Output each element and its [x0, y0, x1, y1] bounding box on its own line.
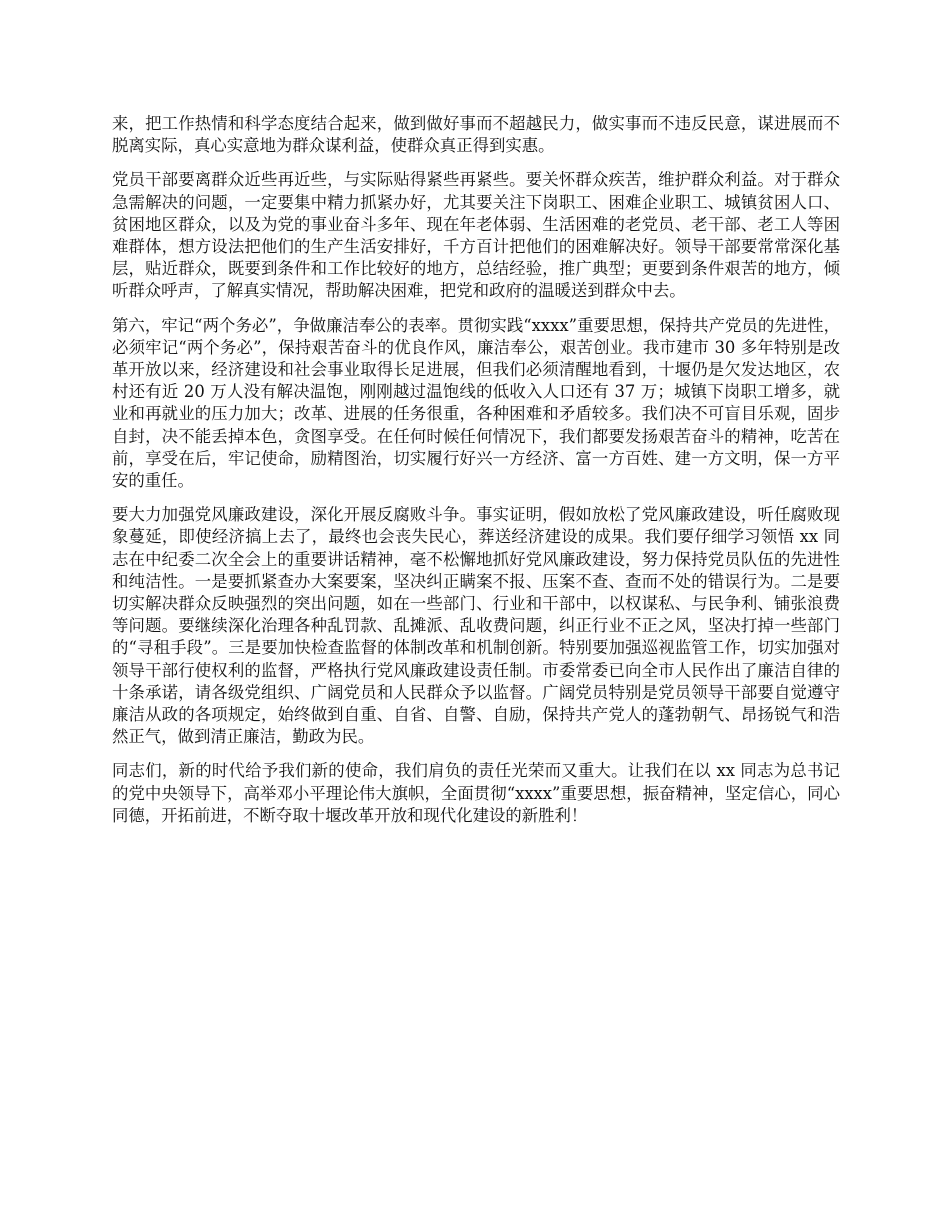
- paragraph-conclusion: 同志们，新的时代给予我们新的使命，我们肩负的责任光荣而又重大。让我们在以 xx 同志为总书记的党中央领导下，高举邓小平理论伟大旗帜，全面贯彻“xxxx”重要思想，振奋精神，坚定信心，同心同德，开拓前进，不断夺取十堰改革开放和现代化建设的新胜利！: [112, 761, 840, 825]
- paragraph-close-to-masses: 党员干部要离群众近些再近些，与实际贴得紧些再紧些。要关怀群众疾苦，维护群众利益。对于群众急需解决的问题，一定要集中精力抓紧办好，尤其要关注下岗职工、困难企业职工、城镇贫困人口、贫困地区群众，以及为党的事业奋斗多年、现在年老体弱、生活困难的老党员、老干部、老工人等困难群体，想方设法把他们的生产生活安排好，千方百计把他们的困难解决好。领导干部要常常深化基层，贴近群众，既要到条件和工作比较好的地方，总结经验，推广典型；更要到条件艰苦的地方，倾听群众呼声，了解真实情况，帮助解决困难，把党和政府的温暖送到群众中去。: [112, 170, 840, 301]
- paragraph-continuation: 来，把工作热情和科学态度结合起来，做到做好事而不超越民力，做实事而不违反民意，谋进展而不脱离实际，真心实意地为群众谋利益，使群众真正得到实惠。: [112, 114, 840, 156]
- document-body: [112, 113, 840, 839]
- paragraph-anti-corruption: 要大力加强党风廉政建设，深化开展反腐败斗争。事实证明，假如放松了党风廉政建设，听任腐败现象蔓延，即使经济搞上去了，最终也会丧失民心，葬送经济建设的成果。我们要仔细学习领悟 xx 同志在中纪委二次全会上的重要讲话精神，毫不松懈地抓好党风廉政建设，努力保持党员队伍的先进性和纯洁性。一是要抓紧查办大案要案，坚决纠正瞒案不报、压案不查、查而不处的错误行为。二是要切实解决群众反映强烈的突出问题，如在一些部门、行业和干部中，以权谋私、与民争利、铺张浪费等问题。要继续深化治理各种乱罚款、乱摊派、乱收费问题，纠正行业不正之风，坚决打掉一些部门的“寻租手段”。三是要加快检查监督的体制改革和机制创新。特别要加强巡视监管工作，切实加强对领导干部行使权利的监督，严格执行党风廉政建设责任制。市委常委已向全市人民作出了廉洁自律的十条承诺，请各级党组织、广阔党员和人民群众予以监督。广阔党员特别是党员领导干部要自觉遵守廉洁从政的各项规定，始终做到自重、自省、自警、自励，保持共产党人的蓬勃朝气、昂扬锐气和浩然正气，做到清正廉洁，勤政为民。: [112, 505, 840, 747]
- paragraph-two-musts: 第六，牢记“两个务必”，争做廉洁奉公的表率。贯彻实践“xxxx”重要思想，保持共产党员的先进性，必须牢记“两个务必”，保持艰苦奋斗的优良作风，廉洁奉公，艰苦创业。我市建市 30 多年特别是改革开放以来，经济建设和社会事业取得长足进展，但我们必须清醒地看到，十堰仍是欠发达地区，农村还有近 20 万人没有解决温饱，刚刚越过温饱线的低收入人口还有 37 万；城镇下岗职工增多，就业和再就业的压力加大；改革、进展的任务很重，各种困难和矛盾较多。我们决不可盲目乐观，固步自封，决不能丢掉本色，贪图享受。在任何时候任何情况下，我们都要发扬艰苦奋斗的精神，吃苦在前，享受在后，牢记使命，励精图治，切实履行好兴一方经济、富一方百姓、建一方文明，保一方平安的重任。: [112, 315, 840, 491]
